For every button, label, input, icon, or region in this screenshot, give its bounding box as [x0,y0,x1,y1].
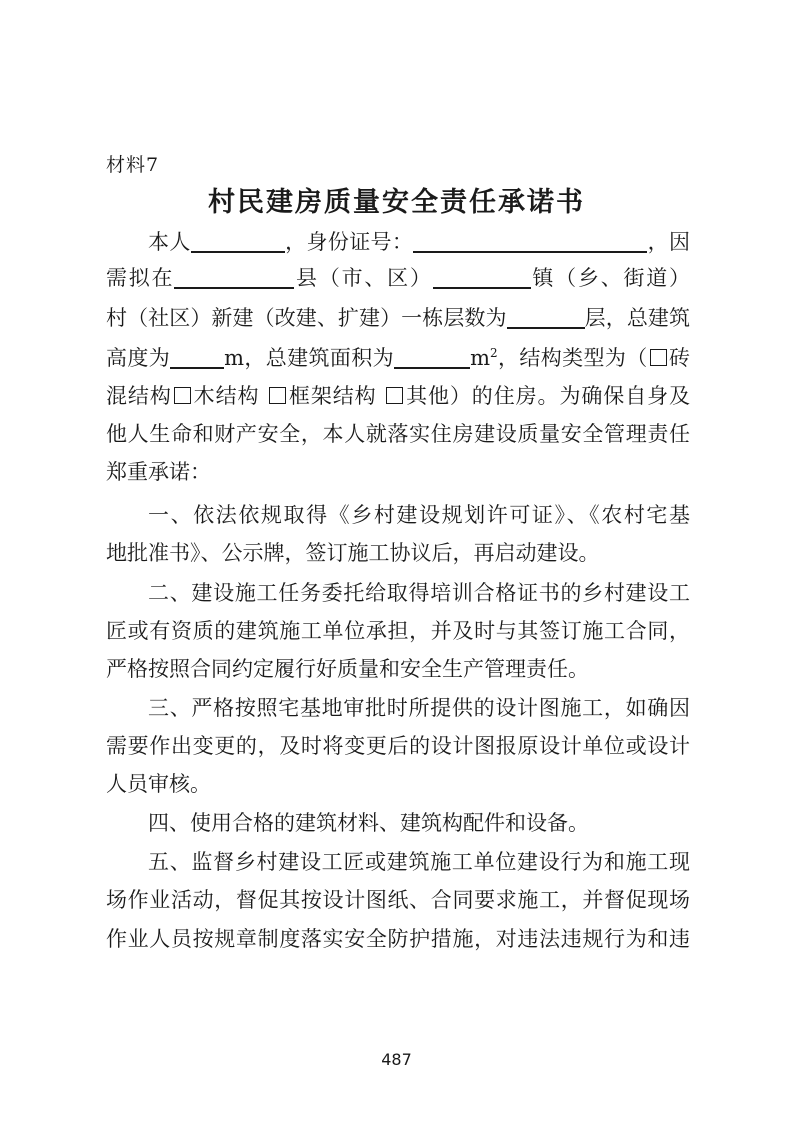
intro-line-3: 村（社区）新建（改建、扩建）一栋层数为 层，总建筑 [106,306,691,330]
item-1-line-1: 一、依法依规取得《乡村建设规划许可证》、《农村宅基 [148,503,690,527]
other-structure-checkbox[interactable] [386,387,403,404]
intro-line-1: 本人 ，身份证号： ，因 [148,230,691,254]
item-5-line-1: 五、监督乡村建设工匠或建筑施工单位建设行为和施工现 [148,850,690,874]
id-number-blank[interactable] [413,229,647,253]
intro-line-7: 郑重承诺： [106,460,211,484]
area-blank[interactable] [394,345,470,369]
item-3-line-3: 人员审核。 [106,772,211,796]
item-1-line-2: 地批准书》、公示牌，签订施工协议后，再启动建设。 [106,541,600,565]
item-4-line-1: 四、使用合格的建筑材料、建筑构配件和设备。 [148,811,589,835]
floors-blank[interactable] [507,305,585,329]
intro-line-2: 需拟在 县（市、区） 镇（乡、街道） [106,266,691,290]
material-label: 材料7 [106,154,160,176]
item-2-line-1: 二、建设施工任务委托给取得培训合格证书的乡村建设工 [148,581,690,605]
county-blank[interactable] [174,265,294,289]
item-5-line-2: 场作业活动，督促其按设计图纸、合同要求施工，并督促现场 [106,888,690,912]
page-number: 487 [381,1050,412,1069]
intro-line-4: 高度为 m，总建筑面积为 $m^2$，结构类型为（ 砖 [106,346,691,370]
height-blank[interactable] [170,345,224,369]
item-2-line-2: 匠或有资质的建筑施工单位承担，并及时与其签订施工合同， [106,619,690,643]
item-3-line-2: 需要作出变更的，及时将变更后的设计图报原设计单位或设计 [106,734,690,758]
frame-structure-checkbox[interactable] [269,387,286,404]
item-2-line-3: 严格按照合同约定履行好质量和安全生产管理责任。 [106,657,589,681]
name-blank[interactable] [191,229,285,253]
item-5-line-3: 作业人员按规章制度落实安全防护措施，对违法违规行为和违 [106,927,690,951]
wood-structure-checkbox[interactable] [174,387,191,404]
item-3-line-1: 三、严格按照宅基地审批时所提供的设计图施工，如确因 [148,696,690,720]
brick-concrete-checkbox[interactable] [650,349,667,366]
intro-line-6: 他人生命和财产安全，本人就落实住房建设质量安全管理责任 [106,422,690,446]
intro-line-5: 混结构 木结构 框架结构 其他）的住房。为确保自身及 [106,384,691,408]
page-title: 村民建房质量安全责任承诺书 [208,187,585,218]
town-blank[interactable] [433,265,531,289]
